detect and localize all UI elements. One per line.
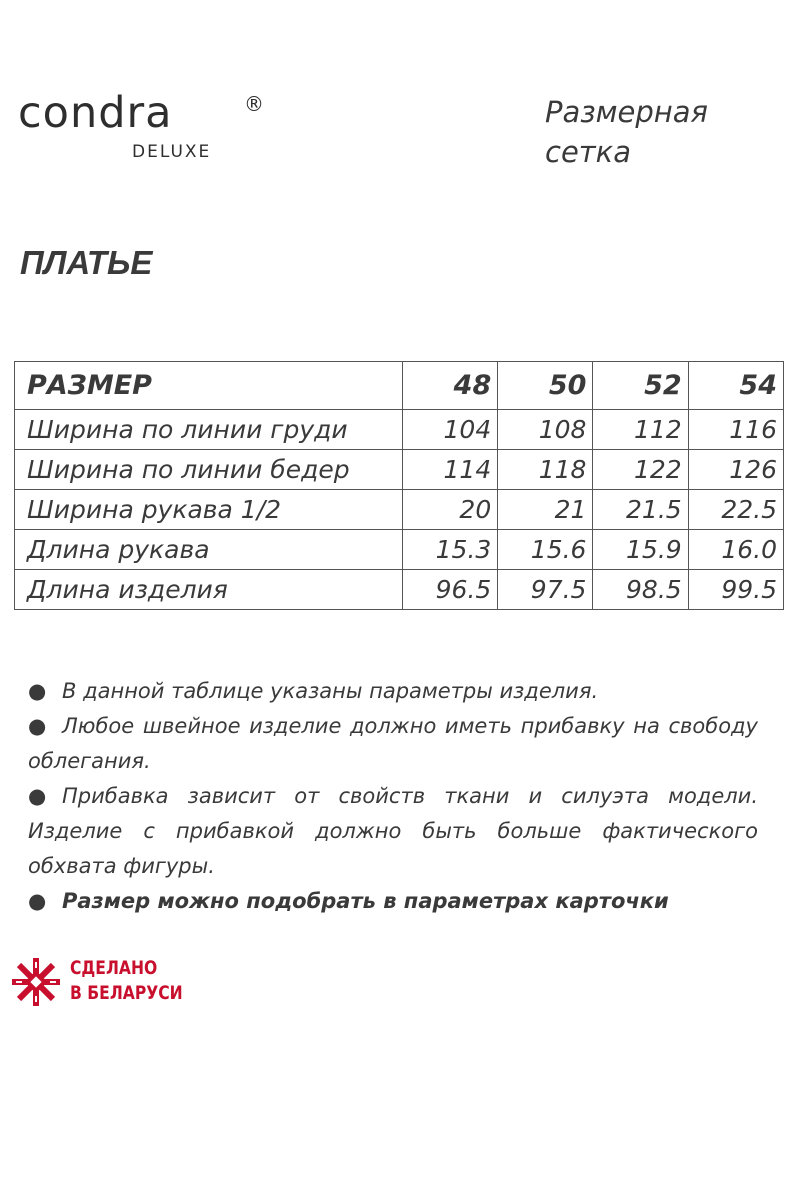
note-item <box>28 779 758 884</box>
cell-value: 118 <box>498 450 593 490</box>
brand-sub: DELUXE <box>132 142 212 162</box>
row-label: Длина рукава <box>15 530 403 570</box>
header-size: 50 <box>498 362 593 410</box>
table-row <box>15 450 784 490</box>
cell-value: 99.5 <box>688 570 783 610</box>
cell-value: 98.5 <box>593 570 688 610</box>
notes-list <box>28 674 758 919</box>
note-text: Любое швейное изделие должно иметь прибавку на свободу облегания. <box>28 714 758 773</box>
table-header-row <box>15 362 784 410</box>
bullet-icon: ● <box>28 889 47 913</box>
cell-value: 112 <box>593 410 688 450</box>
note-item <box>28 709 758 779</box>
registered-mark: ® <box>244 92 264 116</box>
size-table <box>14 361 784 610</box>
brand-logo <box>18 88 268 172</box>
note-text: Размер можно подобрать в параметрах карточки <box>62 889 669 913</box>
note-text: В данной таблице указаны параметры изделия. <box>62 679 599 703</box>
cell-value: 104 <box>403 410 498 450</box>
cell-value: 116 <box>688 410 783 450</box>
brand-name: condra <box>18 88 173 138</box>
row-label: Ширина по линии груди <box>15 410 403 450</box>
bullet-icon: ● <box>28 714 47 738</box>
cell-value: 114 <box>403 450 498 490</box>
belarus-ornament-icon <box>8 954 64 1010</box>
note-item <box>28 674 758 709</box>
cell-value: 16.0 <box>688 530 783 570</box>
made-in-line1: СДЕЛАНО <box>70 957 158 979</box>
bullet-icon: ● <box>28 679 47 703</box>
cell-value: 20 <box>403 490 498 530</box>
table-row <box>15 410 784 450</box>
cell-value: 21 <box>498 490 593 530</box>
cell-value: 15.3 <box>403 530 498 570</box>
cell-value: 96.5 <box>403 570 498 610</box>
cell-value: 122 <box>593 450 688 490</box>
cell-value: 126 <box>688 450 783 490</box>
note-text: Прибавка зависит от свойств ткани и силуэта модели. Изделие с прибавкой должно быть больше фактического обхвата фигуры. <box>28 784 758 878</box>
row-label: Длина изделия <box>15 570 403 610</box>
document-title: Размерная сетка <box>545 95 708 169</box>
row-label: Ширина по линии бедер <box>15 450 403 490</box>
table-row <box>15 570 784 610</box>
table-row <box>15 530 784 570</box>
made-in-line2: В БЕЛАРУСИ <box>70 982 183 1004</box>
header-size: 48 <box>403 362 498 410</box>
cell-value: 15.9 <box>593 530 688 570</box>
cell-value: 21.5 <box>593 490 688 530</box>
header-size: 54 <box>688 362 783 410</box>
cell-value: 15.6 <box>498 530 593 570</box>
cell-value: 97.5 <box>498 570 593 610</box>
product-title: ПЛАТЬЕ <box>20 244 153 281</box>
cell-value: 108 <box>498 410 593 450</box>
row-label: Ширина рукава 1/2 <box>15 490 403 530</box>
note-item <box>28 884 758 919</box>
header-size: 52 <box>593 362 688 410</box>
made-in-belarus-badge <box>8 954 208 1014</box>
cell-value: 22.5 <box>688 490 783 530</box>
table-row <box>15 490 784 530</box>
bullet-icon: ● <box>28 784 47 808</box>
header-label: РАЗМЕР <box>15 362 403 410</box>
made-in-text <box>70 956 183 1006</box>
